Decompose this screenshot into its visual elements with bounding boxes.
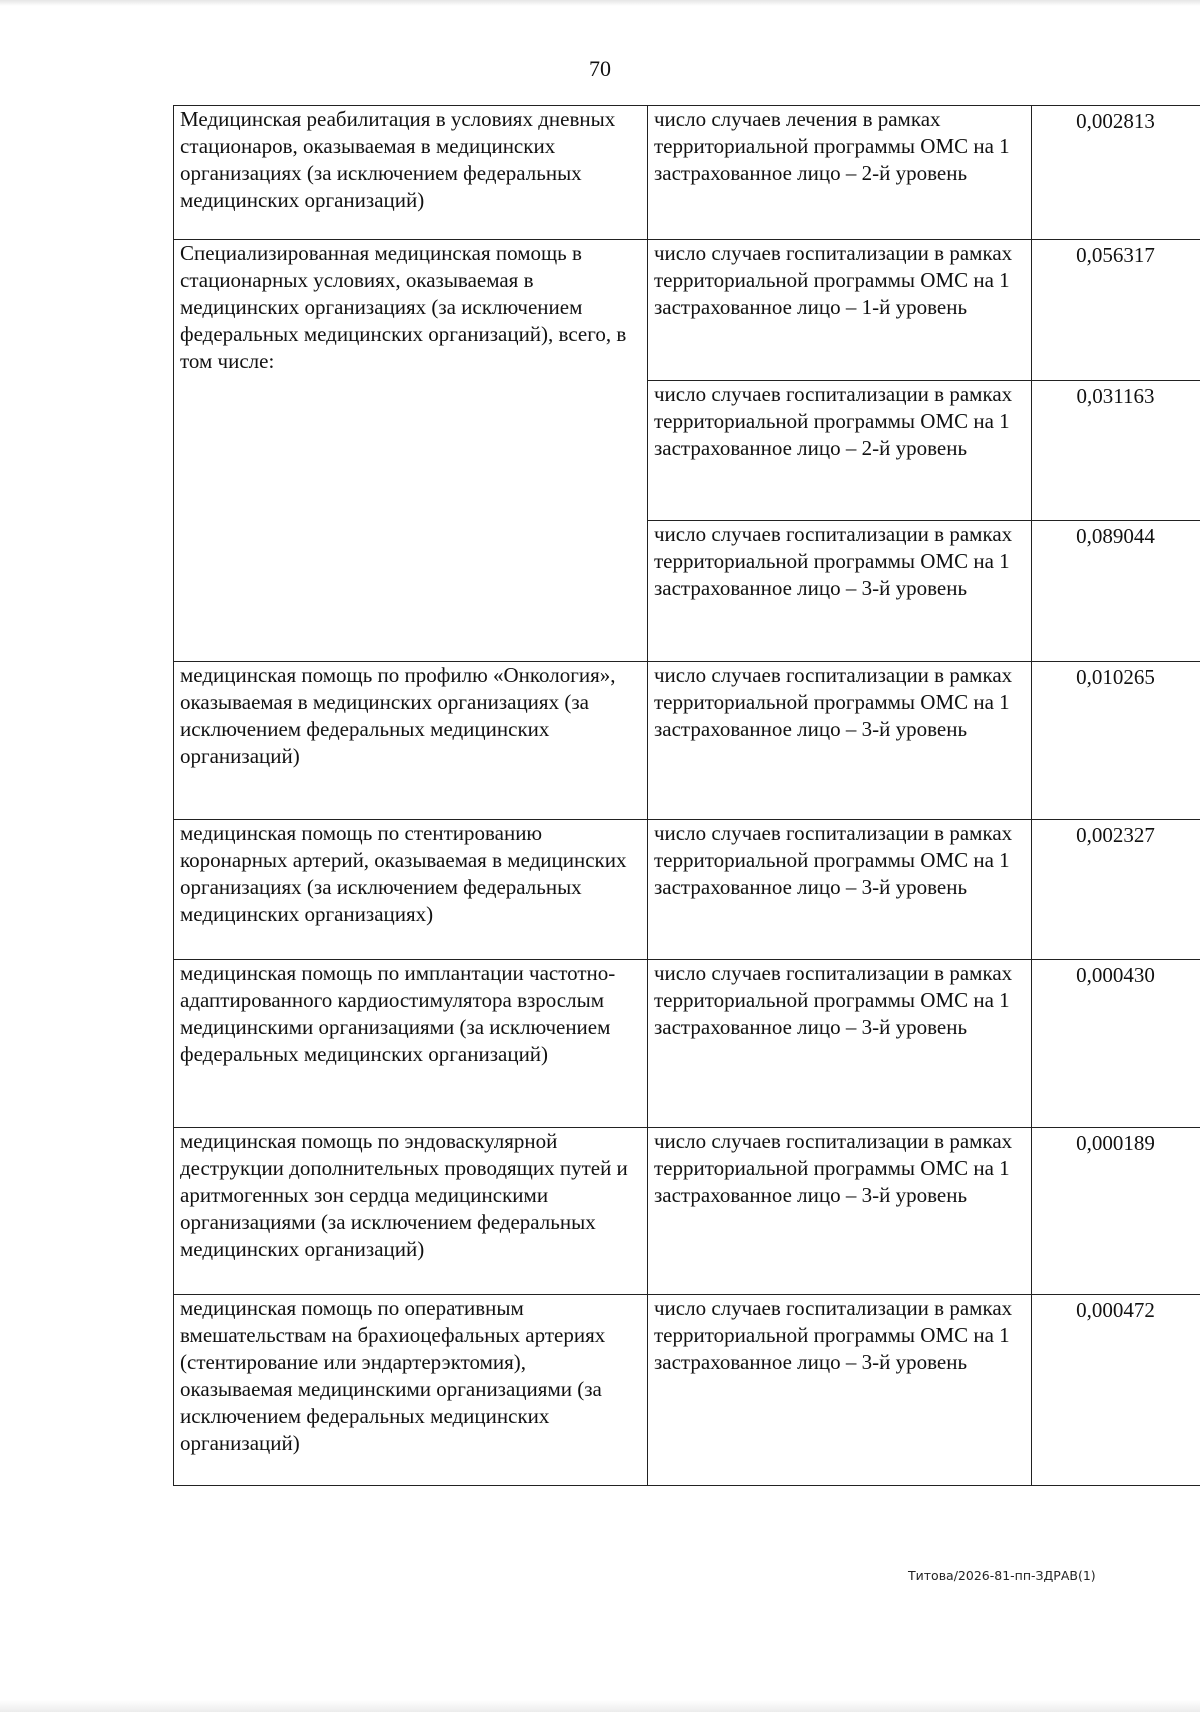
norms-table (173, 105, 1200, 1486)
indicator-cell: число случаев госпитализации в рамках территориальной программы ОМС на 1 застрахованное лицо – 3-й уровень (648, 820, 1032, 960)
indicator-cell: число случаев госпитализации в рамках территориальной программы ОМС на 1 застрахованное лицо – 3-й уровень (648, 662, 1032, 820)
indicator-cell: число случаев госпитализации в рамках территориальной программы ОМС на 1 застрахованное лицо – 3-й уровень (648, 1128, 1032, 1295)
table-row (174, 106, 1200, 240)
value-cell (1032, 1128, 1200, 1295)
value-text: 0,002327 (1076, 823, 1155, 847)
table-row (174, 662, 1200, 820)
value-cell (1032, 521, 1200, 662)
table-row (174, 240, 1200, 381)
service-cell: медицинская помощь по оперативным вмешательствам на брахиоцефальных артериях (стентирование или эндартерэктомия), оказываемая медицинскими организациями (за исключением федеральных медицинских организаций) (174, 1295, 648, 1486)
service-cell: медицинская помощь по имплантации частотно-адаптированного кардиостимулятора взрослым медицинскими организациями (за исключением федеральных медицинских организаций) (174, 960, 648, 1128)
table-row (174, 820, 1200, 960)
indicator-cell: число случаев госпитализации в рамках территориальной программы ОМС на 1 застрахованное лицо – 3-й уровень (648, 521, 1032, 662)
indicator-cell: число случаев госпитализации в рамках территориальной программы ОМС на 1 застрахованное лицо – 3-й уровень (648, 1295, 1032, 1486)
value-text: 0,000189 (1076, 1131, 1155, 1155)
indicator-cell: число случаев лечения в рамках территориальной программы ОМС на 1 застрахованное лицо – 2-й уровень (648, 106, 1032, 240)
scan-edge-bottom (0, 1700, 1200, 1712)
value-cell (1032, 106, 1200, 240)
value-text: 0,002813 (1076, 109, 1155, 133)
service-cell: медицинская помощь по эндоваскулярной деструкции дополнительных проводящих путей и аритмогенных зон сердца медицинскими организациями (за исключением федеральных медицинских организаций) (174, 1128, 648, 1295)
service-cell: Специализированная медицинская помощь в стационарных условиях, оказываемая в медицинских организациях (за исключением федеральных медицинских организаций), всего, в том числе: (174, 240, 648, 662)
value-cell (1032, 1295, 1200, 1486)
value-text: 0,089044 (1076, 524, 1155, 548)
table-row (174, 1128, 1200, 1295)
indicator-cell: число случаев госпитализации в рамках территориальной программы ОМС на 1 застрахованное лицо – 3-й уровень (648, 960, 1032, 1128)
service-cell: Медицинская реабилитация в условиях дневных стационаров, оказываемая в медицинских организациях (за исключением федеральных медицинских организаций) (174, 106, 648, 240)
table-row (174, 960, 1200, 1128)
value-text: 0,056317 (1076, 243, 1155, 267)
value-cell (1032, 960, 1200, 1128)
indicator-cell: число случаев госпитализации в рамках территориальной программы ОМС на 1 застрахованное лицо – 2-й уровень (648, 381, 1032, 521)
value-text: 0,010265 (1076, 665, 1155, 689)
service-cell: медицинская помощь по профилю «Онкология», оказываемая в медицинских организациях (за исключением федеральных медицинских организаций) (174, 662, 648, 820)
value-cell (1032, 240, 1200, 381)
value-cell (1032, 381, 1200, 521)
table-row (174, 1295, 1200, 1486)
value-text: 0,031163 (1076, 384, 1155, 408)
value-cell (1032, 662, 1200, 820)
footer-document-code: Титова/2026-81-пп-ЗДРАВ(1) (908, 1568, 1096, 1583)
scan-edge-top (0, 0, 1200, 6)
service-cell: медицинская помощь по стентированию коронарных артерий, оказываемая в медицинских организациях (за исключением федеральных медицинских организациях) (174, 820, 648, 960)
value-text: 0,000430 (1076, 963, 1155, 987)
page-number: 70 (589, 56, 611, 81)
indicator-cell: число случаев госпитализации в рамках территориальной программы ОМС на 1 застрахованное лицо – 1-й уровень (648, 240, 1032, 381)
value-text: 0,000472 (1076, 1298, 1155, 1322)
value-cell (1032, 820, 1200, 960)
